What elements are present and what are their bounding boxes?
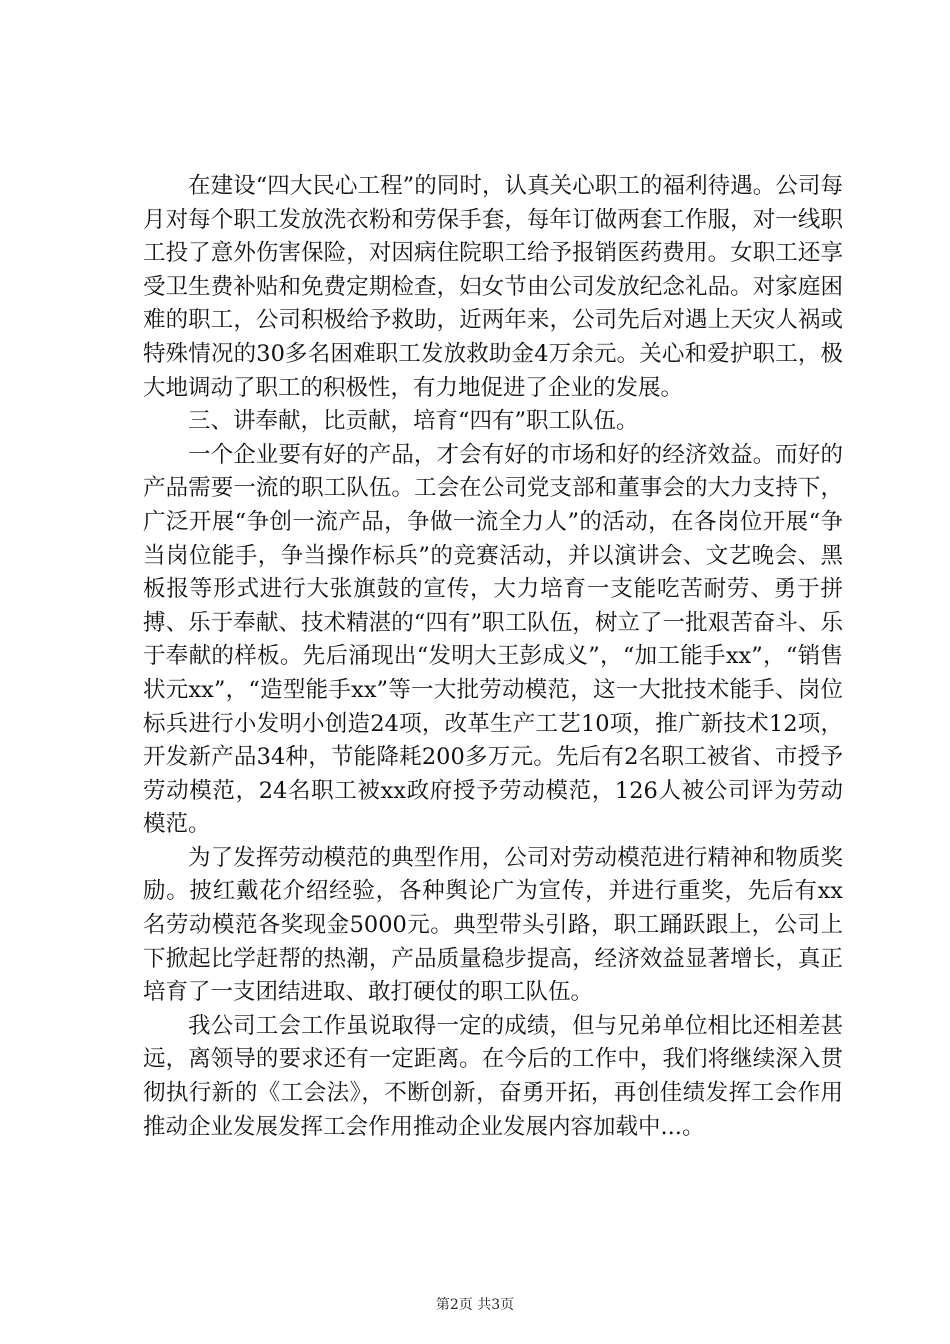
paragraph-workforce: 一个企业要有好的产品，才会有好的市场和好的经济效益。而好的产品需要一流的职工队伍。工会在公司党支部和董事会的大力支持下，广泛开展“争创一流产品，争做一流全力人”的活动，在各岗位开展“争当岗位能手，争当操作标兵”的竞赛活动，并以演讲会、文艺晚会、黑板报等形式进行大张旗鼓的宣传，大力培育一支能吃苦耐劳、勇于拼搏、乐于奉献、技术精湛的“四有”职工队伍，树立了一批艰苦奋斗、乐于奉献的样板。先后涌现出“发明大王彭成义”，“加工能手xx”，“销售状元xx”，“造型能手xx”等一大批劳动模范，这一大批技术能手、岗位标兵进行小发明小创造24项，改革生产工艺10项，推广新技术12项，开发新产品34种，节能降耗200多万元。先后有2名职工被省、市授予劳动模范，24名职工被xx政府授予劳动模范，126人被公司评为劳动模范。 [143, 441, 843, 838]
paragraph-conclusion: 我公司工会工作虽说取得一定的成绩，但与兄弟单位相比还相差甚远，离领导的要求还有一定距离。在今后的工作中，我们将继续深入贯彻执行新的《工会法》，不断创新，奋勇开拓，再创佳绩发挥工会作用推动企业发展发挥工会作用推动企业发展内容加载中...。 [143, 1012, 843, 1140]
section-heading-three: 三、讲奉献，比贡献，培育“四有”职工队伍。 [188, 408, 639, 435]
paragraph-model-workers: 为了发挥劳动模范的典型作用，公司对劳动模范进行精神和物质奖励。披红戴花介绍经验，各种舆论广为宣传，并进行重奖，先后有xx名劳动模范各奖现金5000元。典型带头引路，职工踊跃跟上，公司上下掀起比学赶帮的热潮，产品质量稳步提高，经济效益显著增长，真正培育了一支团结进取、敢打硬仗的职工队伍。 [143, 844, 843, 1006]
page-number-footer: 第2页 共3页 [435, 1297, 515, 1313]
paragraph-welfare: 在建设“四大民心工程”的同时，认真关心职工的福利待遇。公司每月对每个职工发放洗衣粉和劳保手套，每年订做两套工作服，对一线职工投了意外伤害保险，对因病住院职工给予报销医药费用。女职工还享受卫生费补贴和免费定期检查，妇女节由公司发放纪念礼品。对家庭困难的职工，公司积极给予救助，近两年来，公司先后对遇上天灾人祸或特殊情况的30多名困难职工发放救助金4万余元。关心和爱护职工，极大地调动了职工的积极性，有力地促进了企业的发展。 [143, 173, 843, 401]
document-body [143, 170, 843, 1144]
